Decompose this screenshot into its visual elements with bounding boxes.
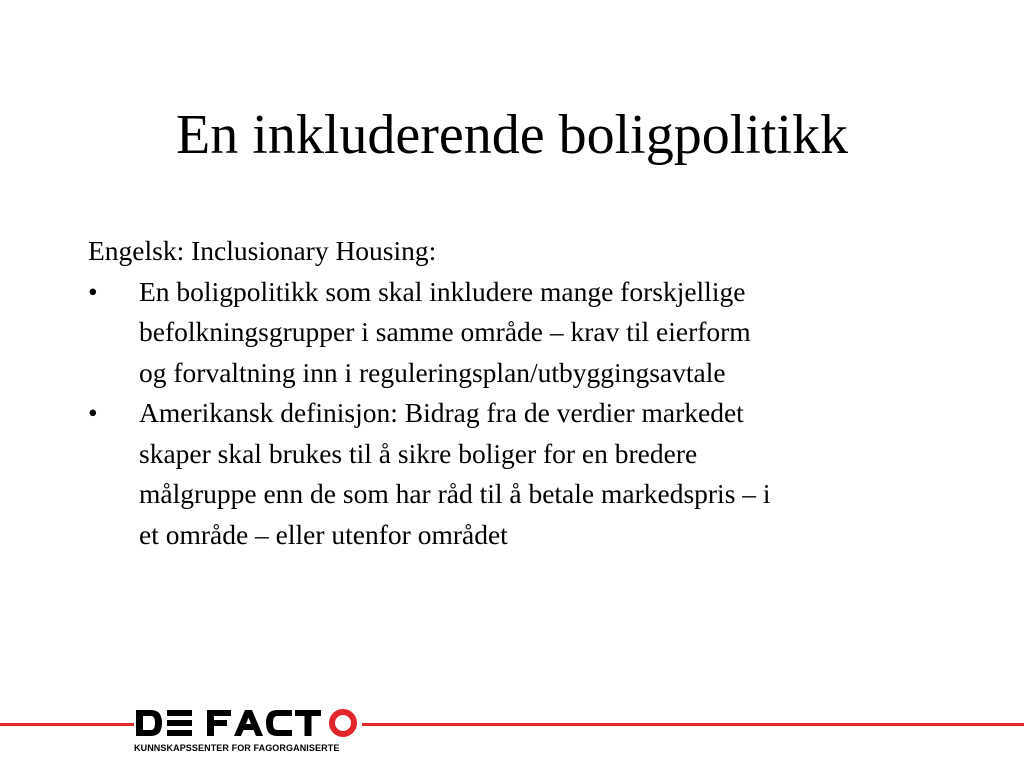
bullet-line: befolkningsgrupper i samme område – krav til eierform — [139, 316, 751, 347]
bullet-icon: • — [88, 397, 98, 428]
slide-body — [88, 231, 948, 555]
slide-title: En inkluderende boligpolitikk — [176, 104, 848, 166]
bullet-line: En boligpolitikk som skal inkludere mange forskjellige — [139, 275, 746, 307]
bullet-line: et område – eller utenfor området — [139, 518, 508, 550]
bullet-item — [88, 393, 948, 555]
bullet-line: og forvaltning inn i reguleringsplan/utbyggingsavtale — [139, 356, 726, 388]
intro-text: Engelsk: Inclusionary Housing: — [88, 235, 437, 266]
logo-tagline: KUNNSKAPSSENTER FOR FAGORGANISERTE — [134, 743, 340, 753]
defacto-logo — [134, 706, 362, 754]
bullet-item — [88, 272, 948, 394]
bullet-line: Amerikansk definisjon: Bidrag fra de verdier markedet — [139, 397, 744, 428]
bullet-list — [88, 272, 948, 556]
bullet-line: skaper skal brukes til å sikre boliger for en bredere — [139, 437, 698, 469]
bullet-icon: • — [88, 275, 98, 307]
defacto-wordmark-icon — [134, 706, 362, 742]
bullet-line: målgruppe enn de som har råd til å betale markedspris – i — [139, 478, 771, 509]
